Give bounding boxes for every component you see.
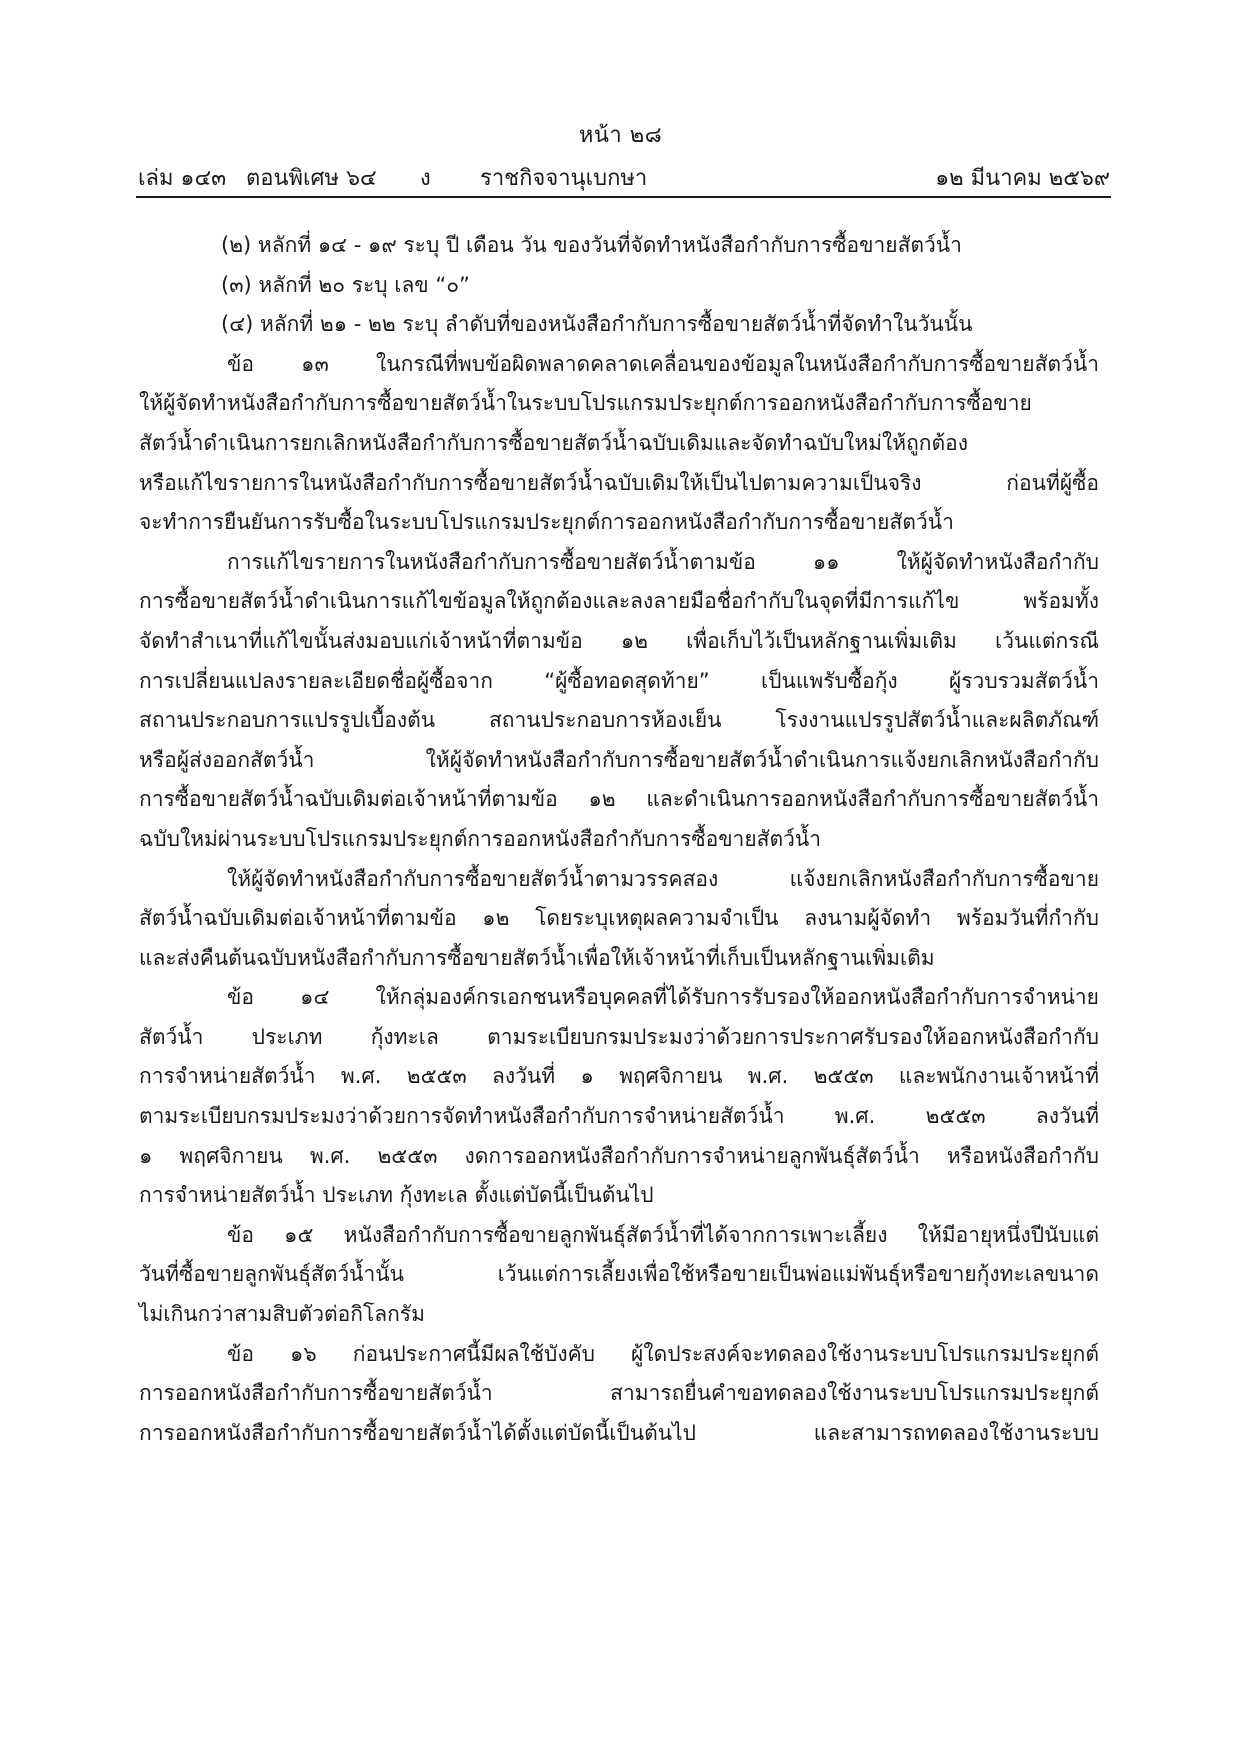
category-label: ง <box>420 166 431 191</box>
publication-title: ราชกิจจานุเบกษา <box>480 166 648 191</box>
text-line: จัดทำสำเนาที่แก้ไขนั้นส่งมอบแก่เจ้าหน้าที่ตามข้อ ๑๒ เพื่อเก็บไว้เป็นหลักฐานเพิ่มเติม เว้นแต่กรณี <box>139 628 1099 653</box>
text-line: การออกหนังสือกำกับการซื้อขายสัตว์น้ำ สามารถยื่นคำขอทดลองใช้งานระบบโปรแกรมประยุกต์ <box>139 1381 1099 1406</box>
text-line: สัตว์น้ำฉบับเดิมต่อเจ้าหน้าที่ตามข้อ ๑๒ โดยระบุเหตุผลความจำเป็น ลงนามผู้จัดทำ พร้อมวันที่กำกับ <box>139 906 1099 931</box>
text-line: การจำหน่ายสัตว์น้ำ พ.ศ. ๒๕๕๓ ลงวันที่ ๑ พฤศจิกายน พ.ศ. ๒๕๕๓ และพนักงานเจ้าหน้าที่ <box>139 1064 1099 1089</box>
clause-16-start: ข้อ ๑๖ ก่อนประกาศนี้มีผลใช้บังคับ ผู้ใดประสงค์จะทดลองใช้งานระบบโปรแกรมประยุกต์ <box>227 1341 1099 1366</box>
publication-date: ๑๒ มีนาคม ๒๕๖๙ <box>935 166 1110 191</box>
text-line: และส่งคืนต้นฉบับหนังสือกำกับการซื้อขายสัตว์น้ำเพื่อให้เจ้าหน้าที่เก็บเป็นหลักฐานเพิ่มเติม <box>139 945 935 970</box>
text-line: (๔) หลักที่ ๒๑ - ๒๒ ระบุ ลำดับที่ของหนังสือกำกับการซื้อขายสัตว์น้ำที่จัดทำในวันนั้น <box>221 312 973 337</box>
text-line: การเปลี่ยนแปลงรายละเอียดชื่อผู้ซื้อจาก “ผู้ซื้อทอดสุดท้าย” เป็นแพรับซื้อกุ้ง ผู้รวบรวมสัตว์น้ำ <box>139 668 1099 693</box>
paragraph-start: การแก้ไขรายการในหนังสือกำกับการซื้อขายสัตว์น้ำตามข้อ ๑๑ ให้ผู้จัดทำหนังสือกำกับ <box>227 549 1099 574</box>
section-label: ตอนพิเศษ ๖๔ <box>246 166 377 191</box>
text-line: สัตว์น้ำ ประเภท กุ้งทะเล ตามระเบียบกรมประมงว่าด้วยการประกาศรับรองให้ออกหนังสือกำกับ <box>139 1024 1099 1049</box>
page-number: หน้า ๒๘ <box>578 123 663 148</box>
paragraph-start: ให้ผู้จัดทำหนังสือกำกับการซื้อขายสัตว์น้ำตามวรรคสอง แจ้งยกเลิกหนังสือกำกับการซื้อขาย <box>227 866 1099 891</box>
text-line: วันที่ซื้อขายลูกพันธุ์สัตว์น้ำนั้น เว้นแต่การเลี้ยงเพื่อใช้หรือขายเป็นพ่อแม่พันธุ์หรือขายกุ้งทะเลขนาด <box>139 1262 1099 1287</box>
text-line: จะทำการยืนยันการรับซื้อในระบบโปรแกรมประยุกต์การออกหนังสือกำกับการซื้อขายสัตว์น้ำ <box>139 510 954 535</box>
text-line: (๒) หลักที่ ๑๔ - ๑๙ ระบุ ปี เดือน วัน ของวันที่จัดทำหนังสือกำกับการซื้อขายสัตว์น้ำ <box>221 233 962 257</box>
text-line: สถานประกอบการแปรรูปเบื้องต้น สถานประกอบการห้องเย็น โรงงานแปรรูปสัตว์น้ำและผลิตภัณฑ์ <box>139 708 1099 733</box>
text-line: (๓) หลักที่ ๒๐ ระบุ เลข “๐” <box>221 272 470 297</box>
text-line: การซื้อขายสัตว์น้ำดำเนินการแก้ไขข้อมูลให้ถูกต้องและลงลายมือชื่อกำกับในจุดที่มีการแก้ไข พร้อมทั้ง <box>139 589 1099 614</box>
text-line: ตามระเบียบกรมประมงว่าด้วยการจัดทำหนังสือกำกับการจำหน่ายสัตว์น้ำ พ.ศ. ๒๕๕๓ ลงวันที่ <box>139 1104 1099 1129</box>
text-line: หรือผู้ส่งออกสัตว์น้ำ ให้ผู้จัดทำหนังสือกำกับการซื้อขายสัตว์น้ำดำเนินการแจ้งยกเลิกหนังสือกำกับ <box>139 747 1099 772</box>
text-line: ฉบับใหม่ผ่านระบบโปรแกรมประยุกต์การออกหนังสือกำกับการซื้อขายสัตว์น้ำ <box>139 826 822 851</box>
document-body <box>139 226 1099 1453</box>
clause-14-start: ข้อ ๑๔ ให้กลุ่มองค์กรเอกชนหรือบุคคลที่ได้รับการรับรองให้ออกหนังสือกำกับการจำหน่าย <box>227 985 1099 1010</box>
text-line: การซื้อขายสัตว์น้ำฉบับเดิมต่อเจ้าหน้าที่ตามข้อ ๑๒ และดำเนินการออกหนังสือกำกับการซื้อขายสัตว์น้ำ <box>139 787 1099 812</box>
clause-13-start: ข้อ ๑๓ ในกรณีที่พบข้อผิดพลาดคลาดเคลื่อนของข้อมูลในหนังสือกำกับการซื้อขายสัตว์น้ำ <box>227 351 1099 376</box>
volume-label: เล่ม ๑๔๓ <box>138 166 227 191</box>
text-line: ให้ผู้จัดทำหนังสือกำกับการซื้อขายสัตว์น้ำในระบบโปรแกรมประยุกต์การออกหนังสือกำกับการซื้อขาย <box>139 391 1032 416</box>
text-line: ไม่เกินกว่าสามสิบตัวต่อกิโลกรัม <box>139 1302 425 1327</box>
text-line: หรือแก้ไขรายการในหนังสือกำกับการซื้อขายสัตว์น้ำฉบับเดิมให้เป็นไปตามความเป็นจริง ก่อนที่ผู้ซื้อ <box>139 470 1099 495</box>
clause-15-start: ข้อ ๑๕ หนังสือกำกับการซื้อขายลูกพันธุ์สัตว์น้ำที่ได้จากการเพาะเลี้ยง ให้มีอายุหนึ่งปีนับแต่ <box>227 1222 1099 1247</box>
gazette-header <box>138 160 1110 194</box>
text-line: ๑ พฤศจิกายน พ.ศ. ๒๕๕๓ งดการออกหนังสือกำกับการจำหน่ายลูกพันธุ์สัตว์น้ำ หรือหนังสือกำกับ <box>139 1143 1099 1168</box>
header-rule <box>136 196 1111 198</box>
text-line: การออกหนังสือกำกับการซื้อขายสัตว์น้ำได้ตั้งแต่บัดนี้เป็นต้นไป และสามารถทดลองใช้งานระบบ <box>139 1420 1099 1445</box>
text-line: สัตว์น้ำดำเนินการยกเลิกหนังสือกำกับการซื้อขายสัตว์น้ำฉบับเดิมและจัดทำฉบับใหม่ให้ถูกต้อง <box>139 430 969 455</box>
text-line: การจำหน่ายสัตว์น้ำ ประเภท กุ้งทะเล ตั้งแต่บัดนี้เป็นต้นไป <box>139 1183 654 1208</box>
